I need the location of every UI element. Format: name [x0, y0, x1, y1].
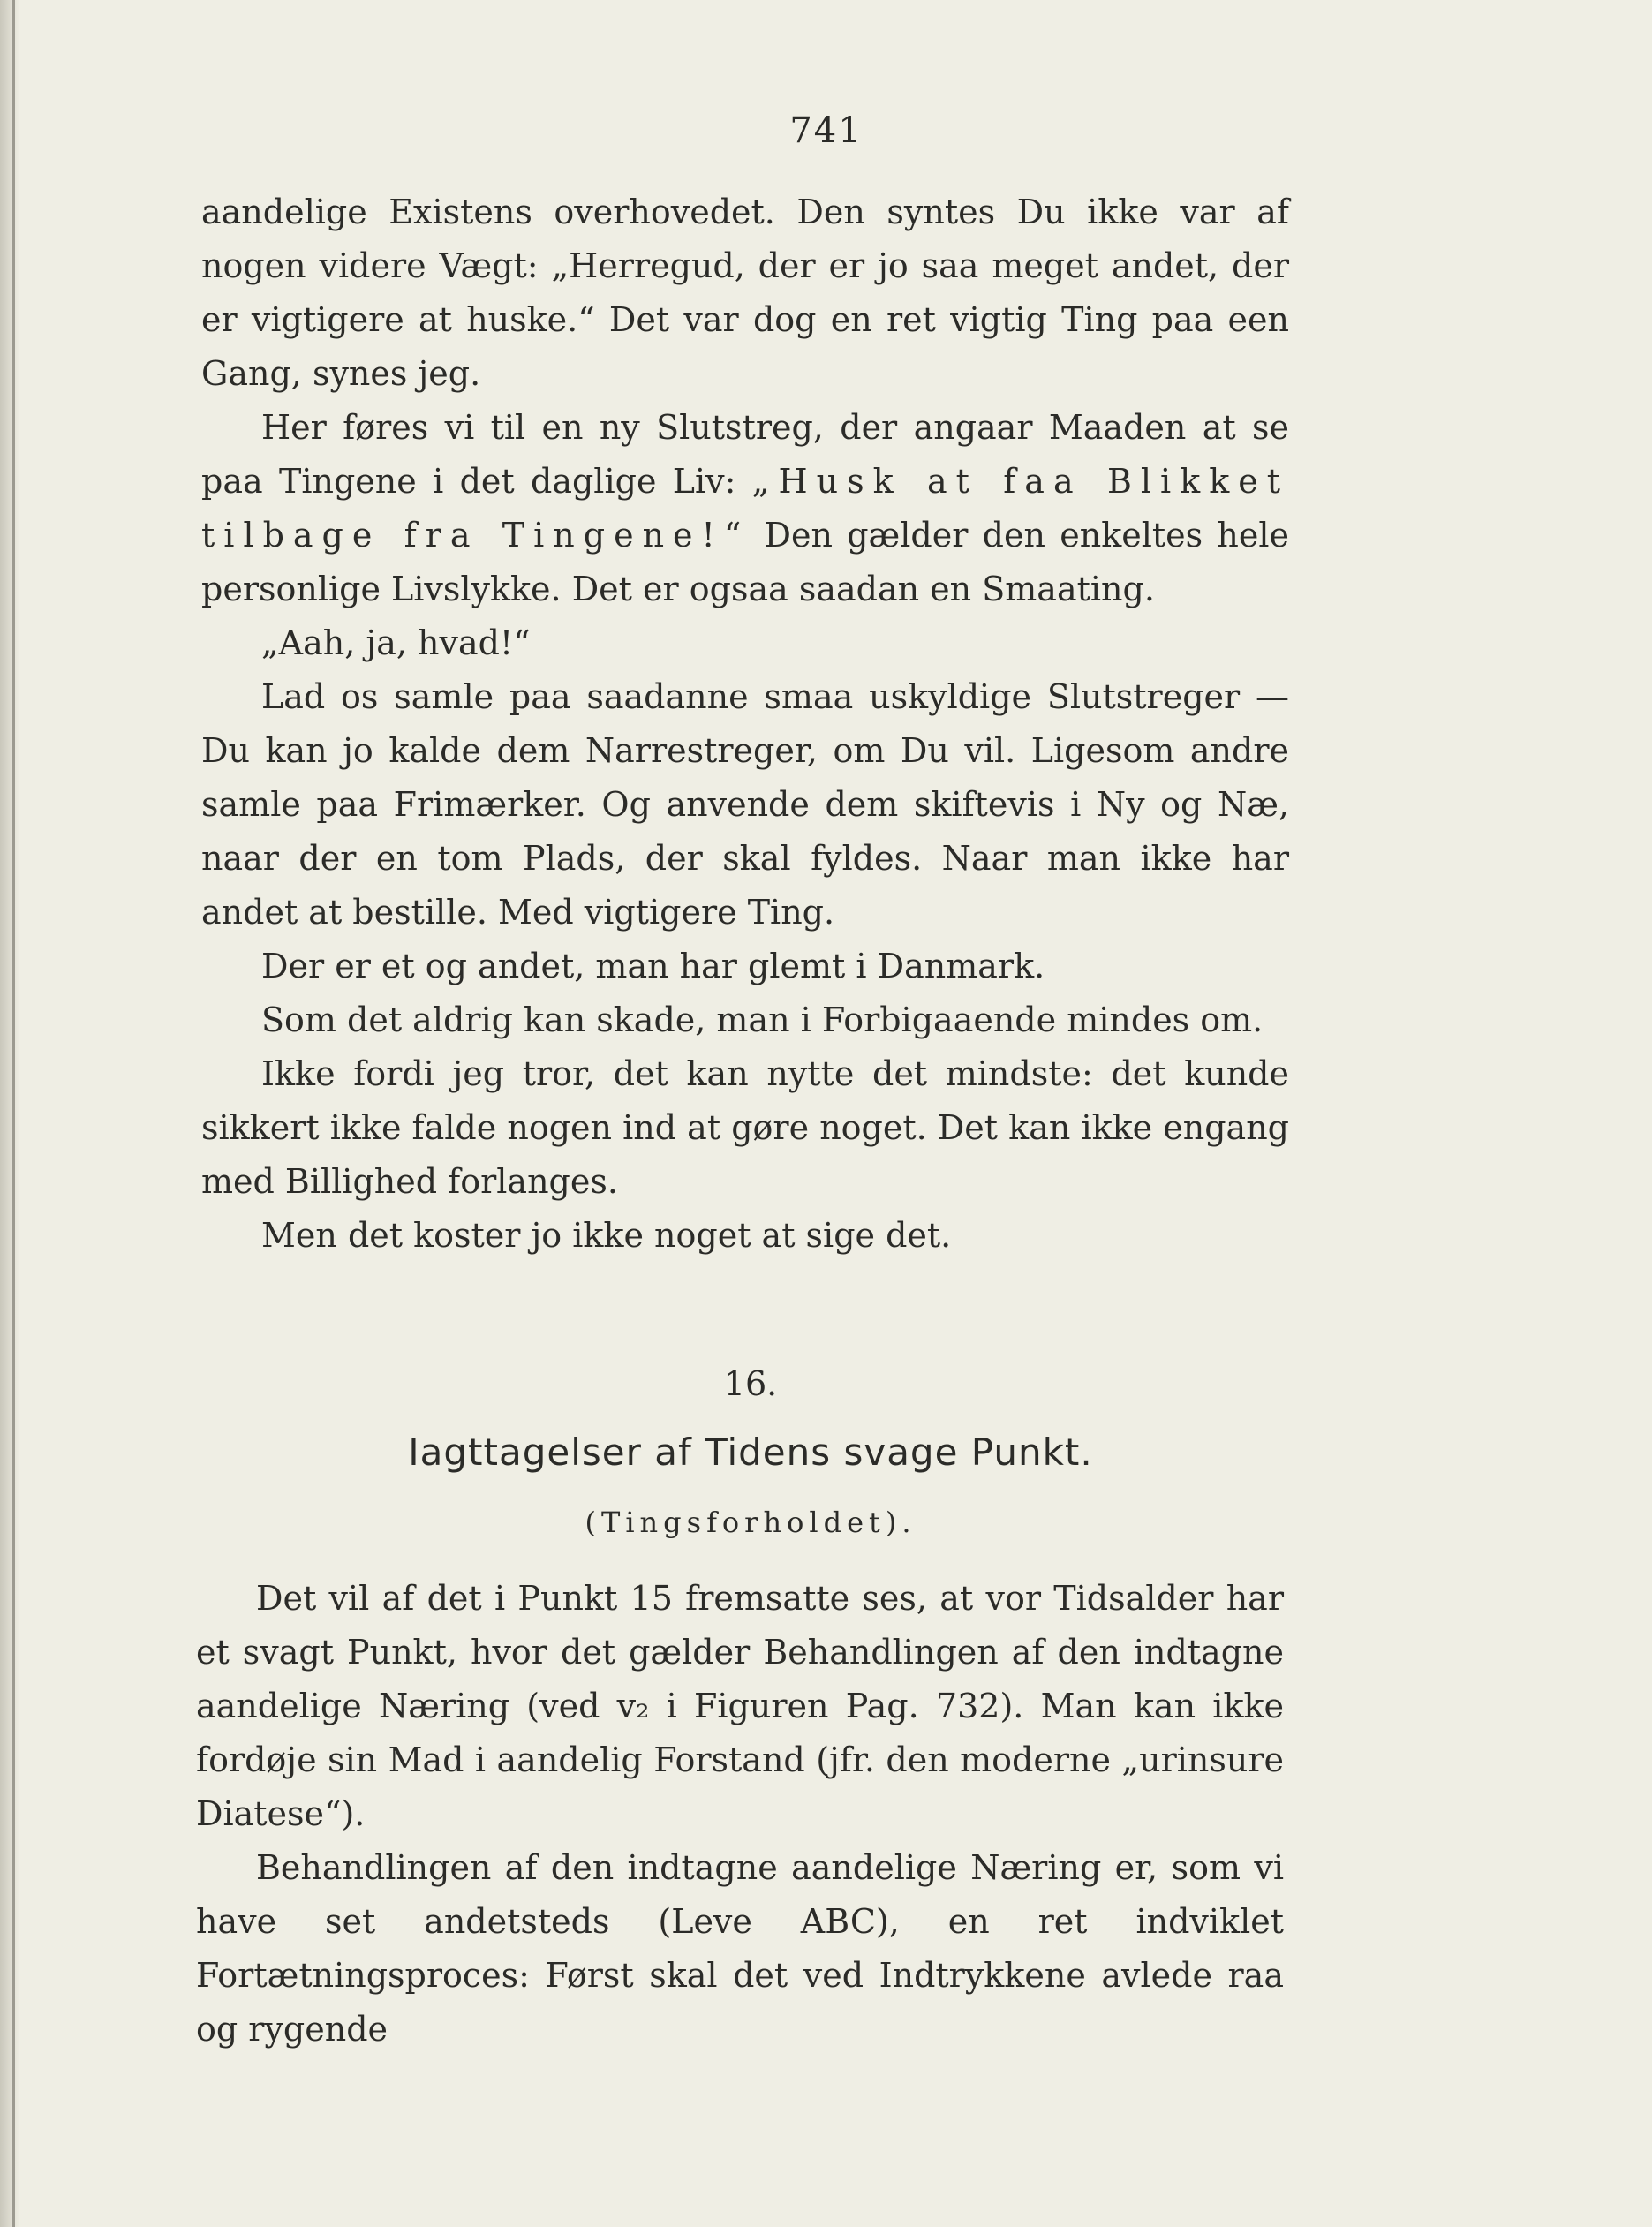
paragraph: [201, 401, 1289, 616]
paragraph-text: Den gælder den enkeltes hele personlige Livslykke. Det er ogsaa saadan en Smaating.: [201, 516, 1290, 608]
paragraph: Der er et og andet, man har glemt i Danmark.: [261, 947, 1045, 985]
paragraph: Lad os samle paa saadanne smaa uskyldige Slutstreger — Du kan jo kalde dem Narrestreger, om Du vil. Ligesom andre samle paa Frimærker. Og anvende dem skiftevis i Ny og Næ, naar der en tom Plads, der skal fyldes. Naar man ikke har andet at bestille. Med vigtigere Ting.: [201, 677, 1289, 932]
paragraph: aandelige Existens overhovedet. Den syntes Du ikke var af nogen videre Vægt: „Herregud, der er jo saa meget andet, der er vigtigere at huske.“ Det var dog en ret vigtig Ting paa een Gang, synes jeg.: [201, 193, 1289, 393]
section-number: 16.: [723, 1364, 778, 1403]
page-number: 741: [789, 110, 863, 151]
paragraph: Ikke fordi jeg tror, det kan nytte det mindste: det kunde sikkert ikke falde nogen ind at gøre noget. Det kan ikke engang med Billighed forlanges.: [201, 1054, 1289, 1201]
text-block-top: [201, 185, 1289, 1263]
paragraph: Men det koster jo ikke noget at sige det.: [261, 1216, 952, 1255]
paragraph: Behandlingen af den indtagne aandelige Næring er, som vi have set andetsteds (Leve ABC), en ret indviklet Fortætningsproces: Først skal det ved Indtrykkene avlede raa og rygende: [196, 1848, 1284, 2049]
paragraph-text: Her føres vi til en ny Slutstreg, der angaar Maaden at se paa Tingene i det daglige Liv:: [201, 408, 1289, 501]
page-gutter-shadow: [0, 0, 19, 2227]
paragraph: Det vil af det i Punkt 15 fremsatte ses, at vor Tidsalder har et svagt Punkt, hvor det gælder Behandlingen af den indtagne aandelige Næring (ved v₂ i Figuren Pag. 732). Man kan ikke fordøje sin Mad i aandelig Forstand (jfr. den moderne „urinsure Diatese“).: [196, 1579, 1284, 1833]
emphasized-text: „Husk at faa Blikket tilbage fra Tingene!“: [201, 462, 1289, 555]
paragraph: „Aah, ja, hvad!“: [261, 623, 531, 662]
section-title: Iagttagelser af Tidens svage Punkt.: [408, 1431, 1093, 1474]
paragraph: Som det aldrig kan skade, man i Forbigaaende mindes om.: [261, 1000, 1264, 1039]
section-subtitle: (Tingsforholdet).: [585, 1506, 917, 1539]
page-gutter-line: [12, 0, 15, 2227]
text-block-bottom: [196, 1572, 1284, 2057]
